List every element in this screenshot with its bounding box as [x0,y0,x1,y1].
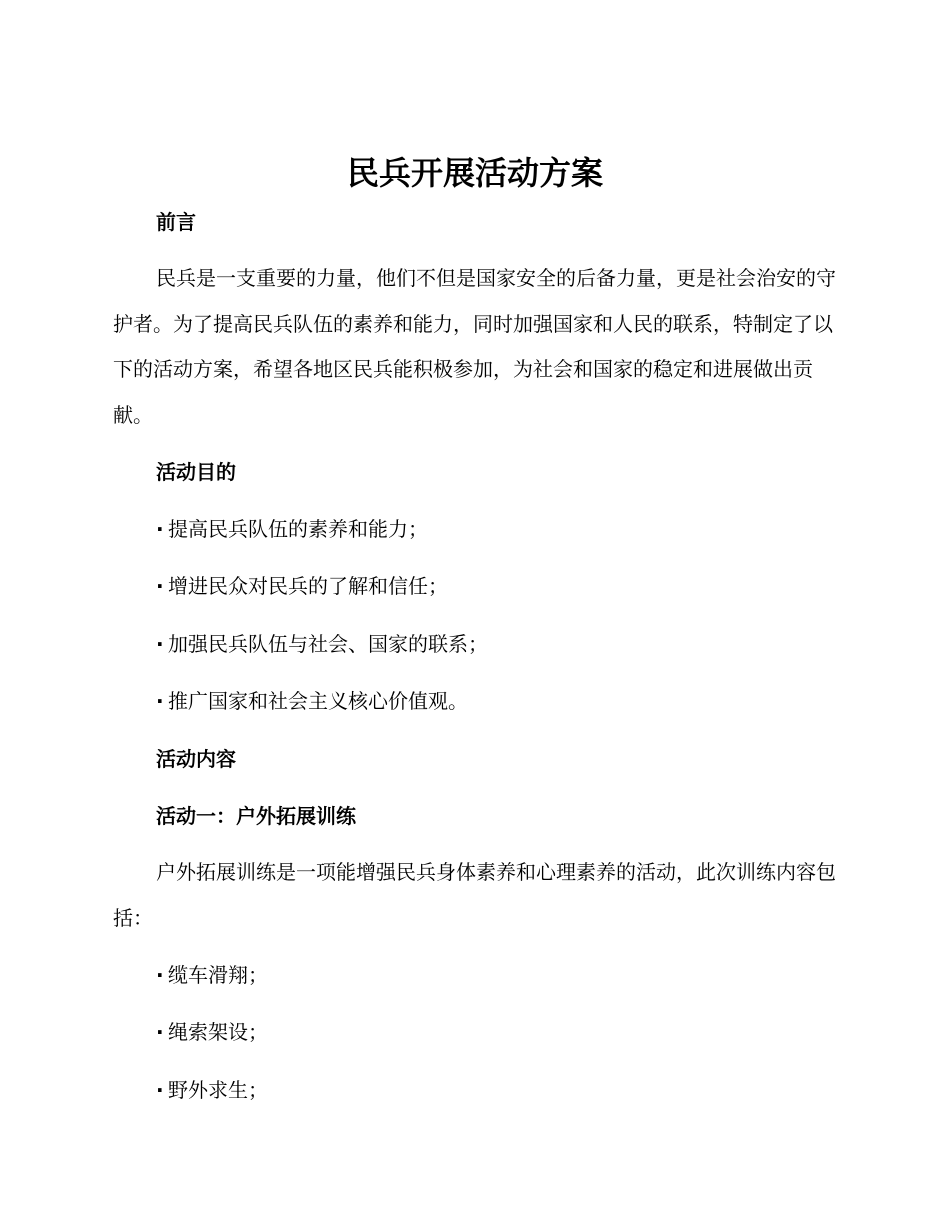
preface-heading: 前言 [156,210,196,234]
activity1-item-text: 绳索架设； [168,1020,268,1044]
bullet-dot: · [156,689,164,713]
bullet-dot: · [156,517,164,541]
bullet-dot: · [156,632,164,656]
purpose-item-text: 增进民众对民兵的了解和信任； [168,574,448,598]
activity1-item-text: 缆车滑翔； [168,963,268,987]
bullet-dot: · [156,1020,164,1044]
activity1-item [156,1018,268,1046]
purpose-item [156,572,448,600]
document-title: 民兵开展活动方案 [346,154,603,192]
purpose-item [156,687,468,715]
purpose-item [156,630,488,658]
purpose-item [156,515,428,543]
bullet-dot: · [156,963,164,987]
purpose-item-text: 推广国家和社会主义核心价值观。 [168,689,468,713]
bullet-dot: · [156,574,164,598]
preface-paragraph: 民兵是一支重要的力量，他们不但是国家安全的后备力量，更是社会治安的守护者。为了提高民兵队伍的素养和能力，同时加强国家和人民的联系，特制定了以下的活动方案，希望各地区民兵能积极参加，为社会和国家的稳定和进展做出贡献。 [113,266,836,427]
activity1-item-text: 野外求生； [168,1078,268,1102]
purpose-item-text: 提高民兵队伍的素养和能力； [168,517,428,541]
activity1-item [156,961,268,989]
bullet-dot: · [156,1078,164,1102]
purpose-item-text: 加强民兵队伍与社会、国家的联系； [168,632,488,656]
activity1-heading: 活动一：户外拓展训练 [156,804,356,828]
activity1-paragraph: 户外拓展训练是一项能增强民兵身体素养和心理素养的活动，此次训练内容包括： [113,860,836,930]
purpose-heading: 活动目的 [156,460,236,484]
content-heading: 活动内容 [156,747,236,771]
activity1-item [156,1076,268,1104]
